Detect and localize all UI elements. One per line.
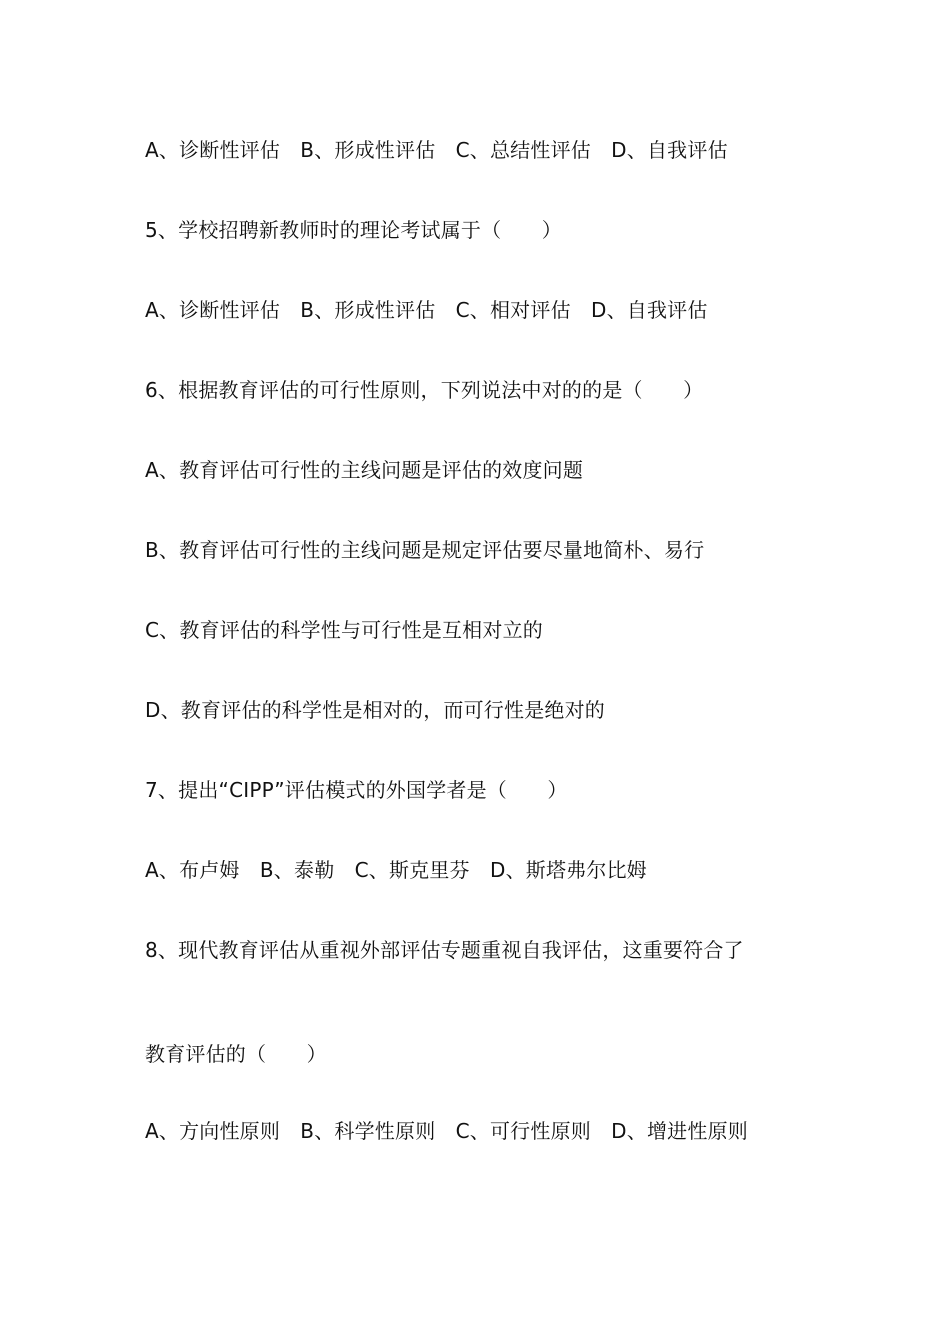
question-8: 8、现代教育评估从重视外部评估专题重视自我评估，这重要符合了 [145, 938, 744, 962]
q7-options: A、布卢姆 B、泰勒 C、斯克里芬 D、斯塔弗尔比姆 [145, 858, 647, 882]
q6-option-a: A、教育评估可行性的主线问题是评估的效度问题 [145, 458, 584, 482]
q8-options: A、方向性原则 B、科学性原则 C、可行性原则 D、增进性原则 [145, 1119, 748, 1143]
question-5: 5、学校招聘新教师时的理论考试属于（ ） [145, 218, 562, 242]
q5-options: A、诊断性评估 B、形成性评估 C、相对评估 D、自我评估 [145, 298, 708, 322]
q6-option-c: C、教育评估的科学性与可行性是互相对立的 [145, 618, 543, 642]
q6-option-b: B、教育评估可行性的主线问题是规定评估要尽量地简朴、易行 [145, 538, 705, 562]
q6-option-d: D、教育评估的科学性是相对的，而可行性是绝对的 [145, 698, 605, 722]
q4-options: A、诊断性评估 B、形成性评估 C、总结性评估 D、自我评估 [145, 138, 728, 162]
question-8-continued: 教育评估的（ ） [145, 1042, 327, 1066]
question-7: 7、提出“CIPP”评估模式的外国学者是（ ） [145, 778, 568, 802]
question-6: 6、根据教育评估的可行性原则，下列说法中对的的是（ ） [145, 378, 704, 402]
